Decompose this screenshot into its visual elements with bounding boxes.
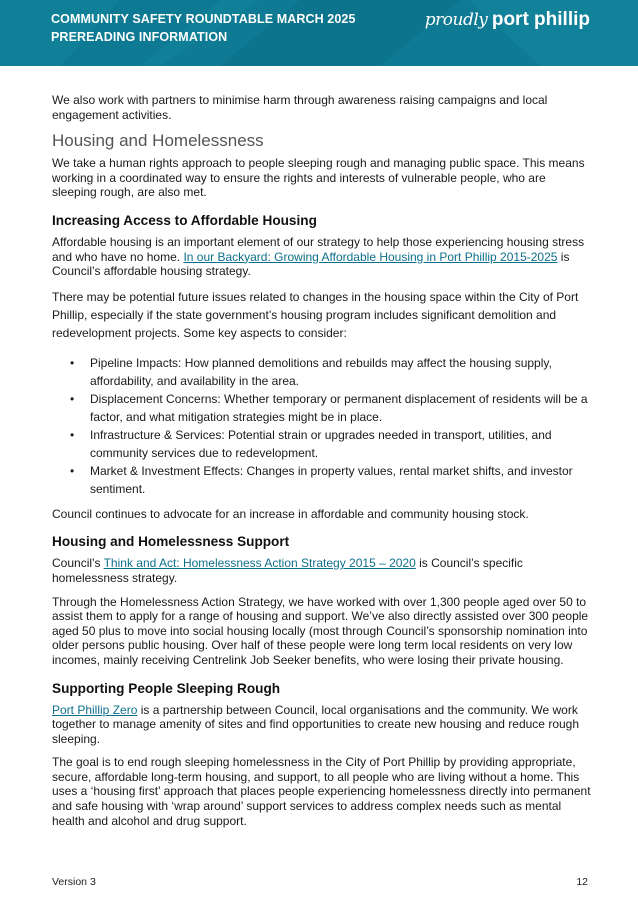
bullet-icon: • — [70, 463, 75, 478]
logo-bold-text: port phillip — [491, 9, 590, 30]
link-in-our-backyard[interactable]: In our Backyard: Growing Affordable Housing in Port Phillip 2015-2025 — [183, 249, 558, 264]
list-item-text: Infrastructure & Services: Potential strain or upgrades needed in transport, utilities, and community services due to redevelopment. — [90, 427, 552, 460]
header-title-line-2: PREREADING INFORMATION — [51, 30, 228, 44]
intro-paragraph: We also work with partners to minimise harm through awareness raising campaigns and local engagement activities. — [52, 93, 548, 122]
page-content — [52, 93, 592, 837]
support-detail-paragraph: Through the Homelessness Action Strategy, we have worked with over 1,300 people aged over 50 to assist them to apply for a range of housing and support. We’ve also directly assisted over 300 people aged 50 plus to move into social housing locally (most through Council’s sponsorship nomination into older persons public housing. Over half of these people were long term local residents on very low incomes, mainly receiving Centrelink Job Seeker benefits, who were losing their private housing. — [52, 594, 589, 667]
support-text-before-link: Council’s — [52, 556, 104, 571]
affordable-text-after-link: is Council’s affordable housing strategy. — [52, 249, 570, 279]
rough-text-after-link: is a partnership between Council, local organisations and the community. We work together to manage amenity of sites and find opportunities to create new housing and reduce rough sleeping. — [52, 702, 580, 746]
header-title — [51, 10, 356, 46]
support-text-after-link: is Council’s specific homelessness strategy. — [52, 556, 523, 585]
list-item-text: Displacement Concerns: Whether temporary or permanent displacement of residents will be a factor, and what mitigation strategies might be in place. — [90, 391, 588, 424]
list-item-text: Pipeline Impacts: How planned demolitions and rebuilds may affect the housing supply, affordability, and availability in the area. — [90, 355, 552, 388]
subheading-sleeping-rough: Supporting People Sleeping Rough — [52, 680, 281, 696]
advocate-paragraph: Council continues to advocate for an increase in affordable and community housing stock. — [52, 506, 529, 521]
header-title-line-1: COMMUNITY SAFETY ROUNDTABLE MARCH 2025 — [51, 12, 356, 26]
list-item-text: Market & Investment Effects: Changes in property values, rental market shifts, and investor sentiment. — [90, 463, 573, 496]
bullet-icon: • — [70, 355, 75, 370]
list-item — [70, 462, 592, 498]
key-aspects-list — [52, 354, 592, 498]
port-phillip-logo — [425, 9, 590, 31]
link-port-phillip-zero[interactable]: Port Phillip Zero — [52, 702, 138, 717]
issues-paragraph: There may be potential future issues related to changes in the housing space within the City of Port Phillip, especially if the state government’s housing program includes significant demolition and redevelopment projects. Some key aspects to consider: — [52, 289, 579, 340]
logo-script-text: proudly — [424, 10, 488, 30]
subheading-homelessness-support: Housing and Homelessness Support — [52, 534, 290, 550]
goal-paragraph: The goal is to end rough sleeping homelessness in the City of Port Phillip by providing appropriate, secure, affordable long-term housing, and support, to all people who are living without a home. This uses a ‘housing first’ approach that places people experiencing homelessness directly into permanent and safe housing with ‘wrap around’ support services to address complex needs such as mental health and alcohol and drug support. — [52, 755, 591, 828]
page-footer — [52, 876, 588, 888]
section-heading-housing: Housing and Homelessness — [52, 131, 264, 151]
footer-version: Version 3 — [52, 876, 96, 888]
list-item — [70, 390, 592, 426]
bullet-icon: • — [70, 427, 75, 442]
list-item — [70, 426, 592, 462]
rough-paragraph — [52, 703, 592, 747]
affordable-paragraph — [52, 235, 592, 279]
housing-paragraph: We take a human rights approach to people sleeping rough and managing public space. This means working in a coordinated way to ensure the rights and interests of vulnerable people, who are sleeping rough, are also met. — [52, 156, 585, 200]
subheading-affordable-housing: Increasing Access to Affordable Housing — [52, 212, 317, 228]
footer-page-number: 12 — [576, 876, 588, 888]
link-think-and-act[interactable]: Think and Act: Homelessness Action Strategy 2015 – 2020 — [103, 556, 416, 571]
support-paragraph — [52, 556, 592, 585]
list-item — [70, 354, 592, 390]
bullet-icon: • — [70, 391, 75, 406]
page-header-banner — [0, 0, 638, 66]
affordable-text-before-link: Affordable housing is an important element of our strategy to help those experiencing housing stress and who have no home. — [52, 234, 585, 264]
